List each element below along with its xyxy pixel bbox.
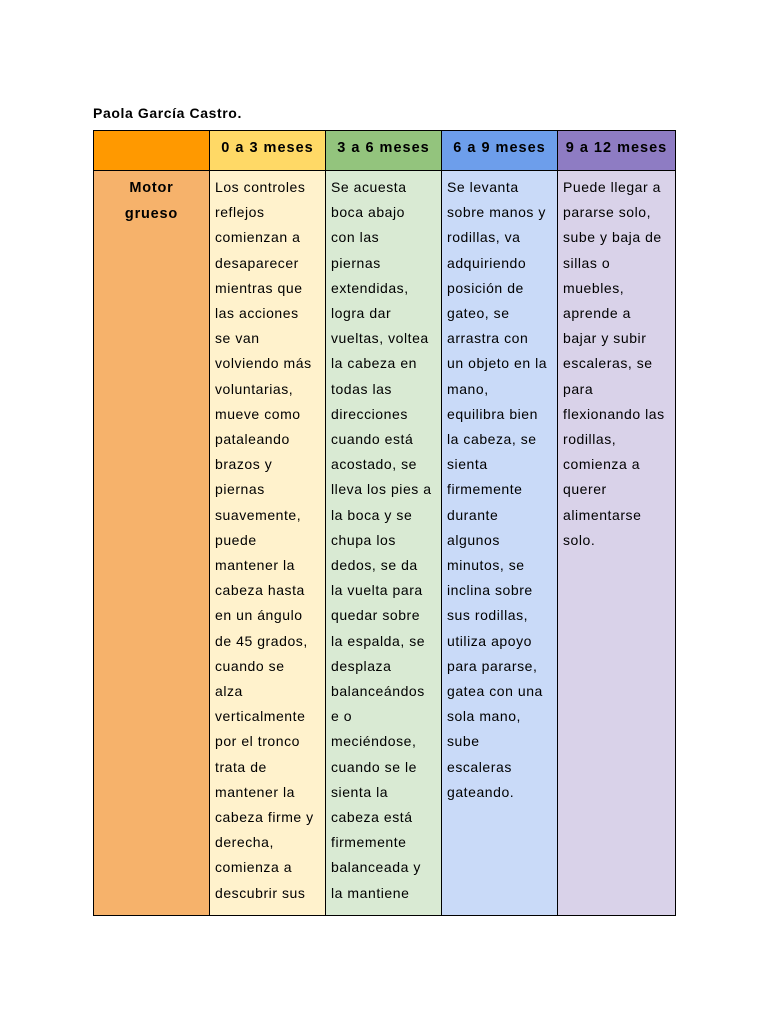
cell-line: firmemente [447, 481, 523, 498]
cell-line: rodillas, va [447, 229, 521, 246]
cell-line: utiliza apoyo [447, 632, 532, 649]
cell-line: suavemente, [215, 506, 302, 523]
cell-line: sillas o [563, 254, 611, 271]
cell-line: flexionando las [563, 405, 665, 422]
cell-line: Se levanta [447, 179, 519, 195]
author-name: Paola García Castro. [93, 105, 242, 121]
cell-line: cabeza hasta [215, 582, 305, 599]
cell-line: sube [447, 733, 480, 750]
cell-line: volviendo más [215, 355, 312, 372]
cell-line: para pararse, [447, 657, 538, 674]
cell-line: escaleras [447, 758, 512, 775]
cell-line: rodillas, [563, 431, 617, 448]
cell-line: posición de [447, 279, 524, 296]
cell-line: comienza a [563, 456, 641, 473]
cell-line: extendidas, [331, 279, 409, 296]
cell-line: meciéndose, [331, 733, 417, 750]
cell-line: desplaza [331, 657, 392, 674]
cell-line: balanceándos [331, 683, 425, 700]
cell-line: en un ángulo [215, 607, 303, 624]
cell-line: gatea con una [447, 683, 543, 700]
cell-line: firmemente [331, 834, 407, 851]
cell-line: escaleras, se [563, 355, 653, 372]
cell-line: desaparecer [215, 254, 299, 271]
cell-line: sus rodillas, [447, 607, 529, 624]
column-header-0-3-meses: 0 a 3 meses [210, 131, 326, 171]
cell-line: comienza a [215, 859, 293, 876]
cell-line: Puede llegar a [563, 179, 661, 195]
cell-line: la espalda, se [331, 632, 426, 649]
cell-line: mantener la [215, 783, 295, 800]
cell-line: adquiriendo [447, 254, 527, 271]
cell-line: alza [215, 683, 243, 700]
cell-line: piernas [331, 254, 381, 271]
cell-line: reflejos [215, 204, 265, 221]
row-label-line: grueso [124, 206, 179, 222]
cell-line: pataleando [215, 431, 290, 448]
cell-line: chupa los [331, 531, 396, 548]
cell-line: sube y baja de [563, 229, 662, 246]
cell-line: e o [331, 708, 353, 725]
cell-line: aprende a [563, 305, 632, 322]
development-table [93, 130, 676, 916]
cell-line: arrastra con [447, 330, 529, 347]
cell-line: la cabeza, se [447, 431, 537, 448]
cell-line: por el tronco [215, 733, 300, 750]
cell-motor-grueso-0-3-meses [210, 171, 326, 916]
header-corner-cell [94, 131, 210, 171]
cell-line: un objeto en la [447, 355, 548, 372]
cell-line: las acciones [215, 305, 299, 322]
cell-line: mientras que [215, 279, 303, 296]
cell-line: solo. [563, 531, 596, 548]
cell-line: con las [331, 229, 380, 246]
cell-line: cuando se le [331, 758, 417, 775]
cell-line: durante [447, 506, 499, 523]
cell-line: trata de [215, 758, 267, 775]
cell-line: mano, [447, 380, 489, 397]
cell-line: derecha, [215, 834, 274, 851]
cell-line: voluntarias, [215, 380, 294, 397]
cell-line: bajar y subir [563, 330, 647, 347]
cell-line: todas las [331, 380, 392, 397]
cell-line: boca abajo [331, 204, 406, 221]
cell-line: inclina sobre [447, 582, 533, 599]
cell-line: balanceada y [331, 859, 421, 876]
cell-line: lleva los pies a [331, 481, 432, 498]
cell-line: Se acuesta [331, 179, 407, 195]
column-header-6-9-meses: 6 a 9 meses [442, 131, 558, 171]
cell-line: mueve como [215, 405, 301, 422]
cell-line: gateando. [447, 783, 515, 800]
cell-line: vueltas, voltea [331, 330, 429, 347]
cell-line: la boca y se [331, 506, 413, 523]
column-header-3-6-meses: 3 a 6 meses [326, 131, 442, 171]
cell-motor-grueso-9-12-meses [558, 171, 676, 916]
cell-motor-grueso-3-6-meses [326, 171, 442, 916]
cell-line: sobre manos y [447, 204, 546, 221]
cell-line: sienta [447, 456, 488, 473]
cell-line: muebles, [563, 279, 625, 296]
cell-line: direcciones [331, 405, 408, 422]
cell-line: se van [215, 330, 260, 347]
cell-line: verticalmente [215, 708, 306, 725]
cell-line: la cabeza en [331, 355, 417, 372]
cell-line: acostado, se [331, 456, 417, 473]
row-label-line: Motor [129, 180, 174, 196]
cell-line: pararse solo, [563, 204, 652, 221]
cell-motor-grueso-6-9-meses [442, 171, 558, 916]
cell-line: dedos, se da [331, 557, 418, 574]
cell-line: descubrir sus [215, 884, 306, 901]
cell-line: piernas [215, 481, 265, 498]
cell-line: la mantiene [331, 884, 410, 901]
cell-line: alimentarse [563, 506, 642, 523]
column-header-9-12-meses: 9 a 12 meses [558, 131, 676, 171]
cell-line: sienta la [331, 783, 389, 800]
row-label-motor-grueso [94, 171, 210, 916]
cell-line: brazos y [215, 456, 273, 473]
cell-line: de 45 grados, [215, 632, 308, 649]
cell-line: puede [215, 531, 257, 548]
cell-line: querer [563, 481, 607, 498]
cell-line: equilibra bien [447, 405, 538, 422]
cell-line: para [563, 380, 594, 397]
cell-line: quedar sobre [331, 607, 421, 624]
cell-line: cabeza firme y [215, 809, 314, 826]
cell-line: gateo, se [447, 305, 510, 322]
cell-line: Los controles [215, 179, 306, 195]
cell-line: logra dar [331, 305, 392, 322]
cell-line: sola mano, [447, 708, 521, 725]
cell-line: cuando está [331, 431, 414, 448]
cell-line: la vuelta para [331, 582, 423, 599]
cell-line: cuando se [215, 657, 285, 674]
cell-line: comienzan a [215, 229, 301, 246]
cell-line: algunos [447, 531, 500, 548]
cell-line: cabeza está [331, 809, 413, 826]
cell-line: minutos, se [447, 557, 525, 574]
cell-line: mantener la [215, 557, 295, 574]
